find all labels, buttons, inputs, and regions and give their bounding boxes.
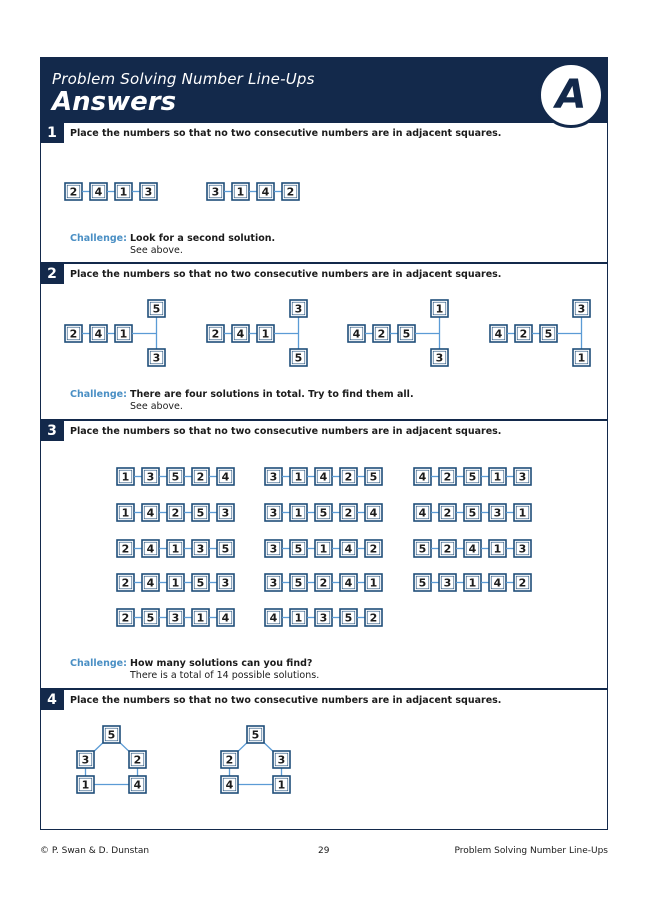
fork-top-square: [431, 300, 448, 317]
number-square: [142, 468, 159, 485]
house-left-square: [221, 751, 238, 768]
square-number: 1: [468, 576, 477, 590]
number-square: [315, 540, 332, 557]
number-square: [232, 325, 249, 342]
square-number: 5: [369, 470, 378, 484]
number-square: [489, 504, 506, 521]
number-square: [167, 504, 184, 521]
number-square: [142, 574, 159, 591]
house-right-square: [129, 751, 146, 768]
number-square: [365, 468, 382, 485]
square-number: 5: [418, 576, 427, 590]
number-square: [115, 183, 132, 200]
square-number: 1: [493, 542, 502, 556]
number-square: [217, 468, 234, 485]
number-square: [464, 540, 481, 557]
square-number: 5: [319, 506, 328, 520]
square-number: 3: [171, 611, 180, 625]
number-square: [315, 609, 332, 626]
square-number: 1: [119, 185, 128, 199]
square-number: 2: [443, 470, 452, 484]
square-number: 3: [269, 506, 278, 520]
answers-badge: A: [538, 62, 604, 128]
number-square: [142, 504, 159, 521]
square-number: 4: [221, 611, 230, 625]
number-square: [117, 609, 134, 626]
square-number: 1: [294, 611, 303, 625]
number-square: [340, 609, 357, 626]
number-square: [489, 540, 506, 557]
square-number: 1: [294, 506, 303, 520]
square-number: 3: [435, 351, 444, 365]
square-number: 2: [225, 753, 234, 767]
number-square: [117, 574, 134, 591]
number-square: [217, 574, 234, 591]
section-number-2: 2: [40, 264, 64, 284]
number-square: [414, 504, 431, 521]
number-square: [414, 574, 431, 591]
square-number: 3: [211, 185, 220, 199]
square-number: 4: [418, 470, 427, 484]
square-number: 3: [269, 542, 278, 556]
number-square: [167, 468, 184, 485]
square-number: 1: [119, 327, 128, 341]
square-number: 2: [171, 506, 180, 520]
house-bottom-left-square: [221, 776, 238, 793]
fork-bottom-square: [431, 349, 448, 366]
number-square: [192, 468, 209, 485]
square-number: 3: [144, 185, 153, 199]
number-square: [340, 540, 357, 557]
square-number: 3: [269, 470, 278, 484]
section-2-instruction: Place the numbers so that no two consecutive numbers are in adjacent squares.: [70, 269, 502, 280]
square-number: 5: [196, 506, 205, 520]
section-2-challenge-text: There are four solutions in total. Try to find them all.: [130, 389, 414, 400]
number-square: [257, 183, 274, 200]
square-number: 4: [221, 470, 230, 484]
house-bottom-right-square: [129, 776, 146, 793]
number-square: [217, 540, 234, 557]
number-square: [464, 468, 481, 485]
number-square: [192, 504, 209, 521]
footer-page-number: 29: [318, 846, 330, 856]
square-number: 2: [133, 753, 142, 767]
number-square: [207, 325, 224, 342]
number-square: [373, 325, 390, 342]
number-square: [65, 325, 82, 342]
square-number: 3: [577, 302, 586, 316]
square-number: 4: [468, 542, 477, 556]
number-square: [290, 468, 307, 485]
number-square: [90, 325, 107, 342]
number-square: [192, 574, 209, 591]
number-square: [414, 468, 431, 485]
number-square: [514, 504, 531, 521]
number-square: [540, 325, 557, 342]
section-number-4: 4: [40, 690, 64, 710]
section-1-challenge-label: Challenge:: [70, 233, 127, 244]
fork-bottom-square: [290, 349, 307, 366]
number-square: [365, 609, 382, 626]
number-square: [340, 574, 357, 591]
section-3-challenge-note: There is a total of 14 possible solutions.: [130, 670, 320, 681]
number-square: [265, 468, 282, 485]
house-bottom-left-square: [77, 776, 94, 793]
number-square: [414, 540, 431, 557]
number-square: [489, 468, 506, 485]
number-square: [464, 574, 481, 591]
section-3-challenge-text: How many solutions can you find?: [130, 658, 313, 669]
square-number: 1: [121, 470, 130, 484]
number-square: [515, 325, 532, 342]
square-number: 3: [269, 576, 278, 590]
square-number: 2: [443, 542, 452, 556]
square-number: 4: [352, 327, 361, 341]
section-3-challenge-label: Challenge:: [70, 658, 127, 669]
square-number: 3: [221, 576, 230, 590]
square-number: 5: [344, 611, 353, 625]
square-number: 3: [152, 351, 161, 365]
section-2-challenge-label: Challenge:: [70, 389, 127, 400]
number-square: [514, 540, 531, 557]
number-square: [315, 504, 332, 521]
square-number: 4: [94, 185, 103, 199]
square-number: 2: [121, 542, 130, 556]
number-square: [192, 540, 209, 557]
square-number: 3: [518, 542, 527, 556]
number-square: [365, 504, 382, 521]
series-title: Problem Solving Number Line-Ups: [52, 70, 315, 88]
number-square: [464, 504, 481, 521]
square-number: 2: [319, 576, 328, 590]
square-number: 2: [121, 611, 130, 625]
square-number: 2: [518, 576, 527, 590]
square-number: 4: [418, 506, 427, 520]
number-square: [439, 468, 456, 485]
number-square: [142, 540, 159, 557]
number-square: [290, 504, 307, 521]
square-number: 5: [152, 302, 161, 316]
number-square: [265, 504, 282, 521]
fork-top-square: [290, 300, 307, 317]
square-number: 2: [69, 185, 78, 199]
square-number: 2: [211, 327, 220, 341]
number-square: [257, 325, 274, 342]
square-number: 5: [418, 542, 427, 556]
square-number: 5: [146, 611, 155, 625]
square-number: 2: [369, 611, 378, 625]
square-number: 4: [94, 327, 103, 341]
square-number: 4: [146, 576, 155, 590]
number-square: [348, 325, 365, 342]
number-square: [340, 504, 357, 521]
section-number-3: 3: [40, 421, 64, 441]
number-square: [489, 574, 506, 591]
square-number: 3: [277, 753, 286, 767]
square-number: 5: [251, 728, 260, 742]
square-number: 3: [493, 506, 502, 520]
square-number: 5: [294, 542, 303, 556]
number-square: [290, 574, 307, 591]
square-number: 5: [402, 327, 411, 341]
square-number: 1: [493, 470, 502, 484]
section-1-challenge-note: See above.: [130, 245, 183, 256]
square-number: 2: [344, 506, 353, 520]
square-number: 1: [236, 185, 245, 199]
number-square: [265, 609, 282, 626]
number-square: [265, 540, 282, 557]
square-number: 1: [435, 302, 444, 316]
number-square: [315, 574, 332, 591]
square-number: 1: [261, 327, 270, 341]
house-bottom-right-square: [273, 776, 290, 793]
square-number: 4: [494, 327, 503, 341]
number-square: [217, 609, 234, 626]
square-number: 5: [468, 506, 477, 520]
number-square: [192, 609, 209, 626]
number-square: [167, 609, 184, 626]
number-square: [117, 504, 134, 521]
number-square: [117, 468, 134, 485]
house-left-square: [77, 751, 94, 768]
section-2-challenge-note: See above.: [130, 401, 183, 412]
section-3-instruction: Place the numbers so that no two consecutive numbers are in adjacent squares.: [70, 426, 502, 437]
square-number: 4: [269, 611, 278, 625]
square-number: 3: [81, 753, 90, 767]
square-number: 4: [225, 778, 234, 792]
square-number: 5: [294, 576, 303, 590]
number-square: [167, 540, 184, 557]
fork-bottom-square: [573, 349, 590, 366]
number-square: [90, 183, 107, 200]
square-number: 1: [277, 778, 286, 792]
number-square: [315, 468, 332, 485]
square-number: 4: [261, 185, 270, 199]
square-number: 5: [468, 470, 477, 484]
square-number: 3: [146, 470, 155, 484]
square-number: 4: [319, 470, 328, 484]
square-number: 5: [107, 728, 116, 742]
number-square: [117, 540, 134, 557]
footer-book-title: Problem Solving Number Line-Ups: [454, 846, 608, 856]
square-number: 2: [519, 327, 528, 341]
footer-copyright: © P. Swan & D. Dunstan: [40, 846, 150, 856]
square-number: 4: [146, 506, 155, 520]
number-square: [115, 325, 132, 342]
square-number: 2: [443, 506, 452, 520]
square-number: 1: [518, 506, 527, 520]
square-number: 1: [319, 542, 328, 556]
number-square: [65, 183, 82, 200]
square-number: 2: [377, 327, 386, 341]
square-number: 3: [319, 611, 328, 625]
square-number: 4: [344, 576, 353, 590]
number-square: [514, 574, 531, 591]
square-number: 5: [196, 576, 205, 590]
section-number-1: 1: [40, 123, 64, 143]
number-square: [439, 504, 456, 521]
section-4-instruction: Place the numbers so that no two consecutive numbers are in adjacent squares.: [70, 695, 502, 706]
square-number: 1: [121, 506, 130, 520]
square-number: 2: [344, 470, 353, 484]
fork-top-square: [573, 300, 590, 317]
number-square: [142, 609, 159, 626]
section-1-instruction: Place the numbers so that no two consecutive numbers are in adjacent squares.: [70, 128, 502, 139]
number-square: [232, 183, 249, 200]
square-number: 5: [294, 351, 303, 365]
square-number: 4: [133, 778, 142, 792]
square-number: 4: [369, 506, 378, 520]
square-number: 4: [146, 542, 155, 556]
number-square: [365, 540, 382, 557]
house-top-square: [103, 726, 120, 743]
number-square: [290, 609, 307, 626]
square-number: 4: [493, 576, 502, 590]
square-number: 5: [544, 327, 553, 341]
house-right-square: [273, 751, 290, 768]
square-number: 4: [344, 542, 353, 556]
fork-bottom-square: [148, 349, 165, 366]
square-number: 2: [196, 470, 205, 484]
square-number: 2: [286, 185, 295, 199]
square-number: 3: [294, 302, 303, 316]
square-number: 2: [69, 327, 78, 341]
number-square: [439, 574, 456, 591]
number-square: [514, 468, 531, 485]
square-number: 1: [294, 470, 303, 484]
number-square: [217, 504, 234, 521]
number-square: [439, 540, 456, 557]
number-square: [490, 325, 507, 342]
square-number: 3: [518, 470, 527, 484]
section-1-challenge-text: Look for a second solution.: [130, 233, 276, 244]
number-square: [282, 183, 299, 200]
fork-top-square: [148, 300, 165, 317]
square-number: 5: [171, 470, 180, 484]
square-number: 1: [196, 611, 205, 625]
house-top-square: [247, 726, 264, 743]
square-number: 1: [81, 778, 90, 792]
number-square: [290, 540, 307, 557]
number-square: [207, 183, 224, 200]
number-square: [398, 325, 415, 342]
square-number: 3: [443, 576, 452, 590]
square-number: 1: [577, 351, 586, 365]
number-square: [167, 574, 184, 591]
number-square: [340, 468, 357, 485]
square-number: 2: [369, 542, 378, 556]
square-number: 1: [171, 576, 180, 590]
square-number: 5: [221, 542, 230, 556]
square-number: 3: [196, 542, 205, 556]
number-square: [140, 183, 157, 200]
square-number: 4: [236, 327, 245, 341]
number-square: [365, 574, 382, 591]
number-square: [265, 574, 282, 591]
square-number: 2: [121, 576, 130, 590]
square-number: 1: [369, 576, 378, 590]
square-number: 1: [171, 542, 180, 556]
page-title: Answers: [52, 87, 177, 117]
square-number: 3: [221, 506, 230, 520]
